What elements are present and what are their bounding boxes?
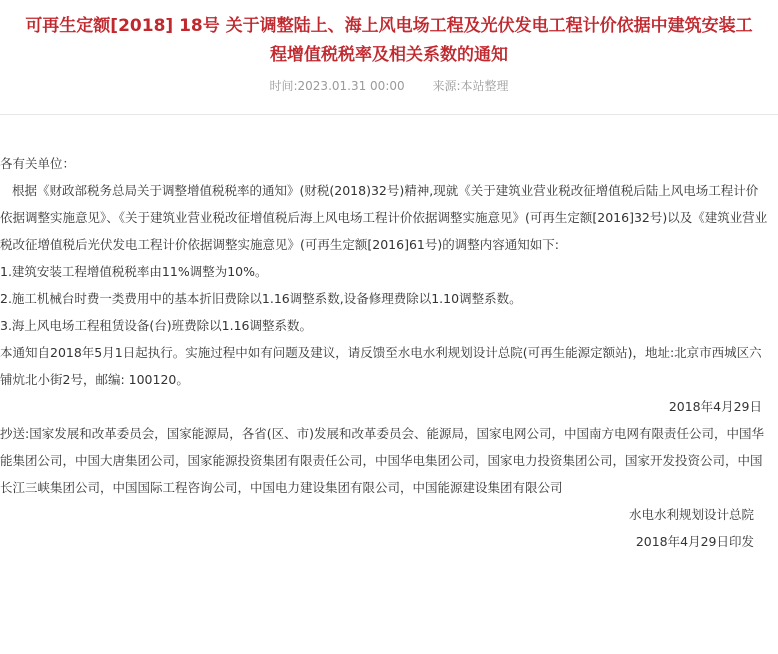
effective-notice: 本通知自2018年5月1日起执行。实施过程中如有问题及建议，请反馈至水电水利规划设计总院(可再生能源定额站)，地址:北京市西城区六铺炕北小街2号，邮编: 100120。 <box>0 345 762 387</box>
divider <box>0 114 778 115</box>
issuer: 水电水利规划设计总院 <box>628 507 754 522</box>
article-body <box>0 150 770 555</box>
item-3: 3.海上风电场工程租赁设备(台)班费除以1.16调整系数。 <box>0 318 313 333</box>
intro-paragraph: 根据《财政部税务总局关于调整增值税税率的通知》(财税(2018)32号)精神,现就《关于建筑业营业税改征增值税后陆上风电场工程计价依据调整实施意见》、《关于建筑业营业税改征增值税后海上风电场工程计价依据调整实施意见》(可再生定额[2016]32号)以及《建筑业营业税改征增值税后光伏发电工程计价依据调整实施意见》(可再生定额[2016]61号)的调整内容通知如下: <box>0 183 768 252</box>
salutation: 各有关单位： <box>0 156 76 171</box>
title-line-1: 可再生定额[2018] 18号 关于调整陆上、海上风电场工程及光伏发电工程计价依据中建筑安装工 <box>25 16 753 36</box>
notice-date: 2018年4月29日 <box>668 399 762 414</box>
publish-time: 时间:2023.01.31 00:00 <box>269 79 405 93</box>
issue-date: 2018年4月29日印发 <box>635 534 754 549</box>
article-title <box>0 12 778 70</box>
title-line-2: 程增值税税率及相关系数的通知 <box>270 45 508 65</box>
article-meta <box>0 78 778 94</box>
article-source: 来源:本站整理 <box>432 79 509 93</box>
item-2: 2.施工机械台时费一类费用中的基本折旧费除以1.16调整系数,设备修理费除以1.10调整系数。 <box>0 291 522 306</box>
cc-list: 抄送:国家发展和改革委员会，国家能源局，各省(区、市)发展和改革委员会、能源局，国家电网公司，中国南方电网有限责任公司，中国华能集团公司，中国大唐集团公司，国家能源投资集团有限责任公司，中国华电集团公司，国家电力投资集团公司，国家开发投资公司，中国长江三峡集团公司，中国国际工程咨询公司，中国电力建设集团有限公司，中国能源建设集团有限公司 <box>0 426 764 495</box>
item-1: 1.建筑安装工程增值税税率由11%调整为10%。 <box>0 264 268 279</box>
